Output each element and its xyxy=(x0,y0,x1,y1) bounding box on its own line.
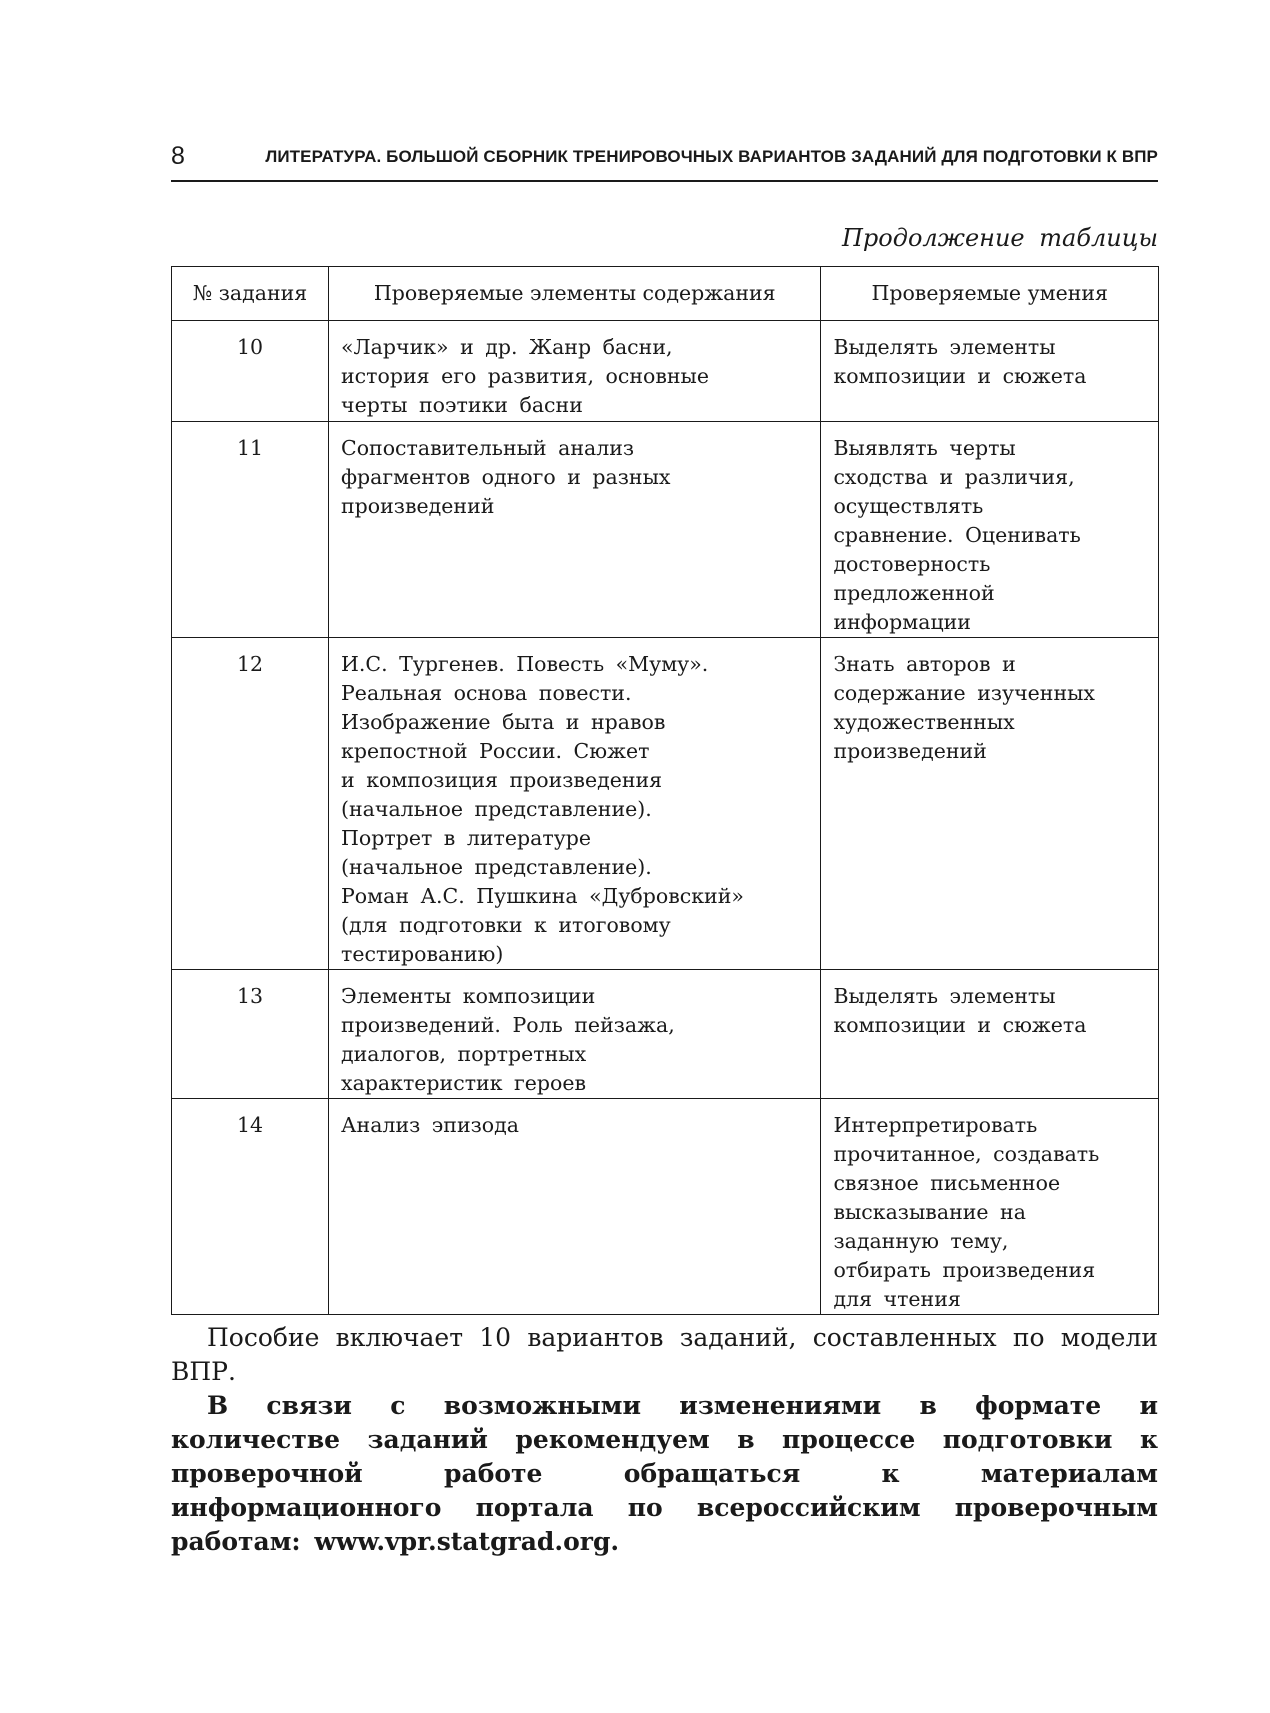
cell-text-line: и композиция произведения xyxy=(341,768,663,792)
cell-text-line: осуществлять xyxy=(833,494,984,518)
cell-text-line: композиции и сюжета xyxy=(833,1013,1087,1037)
column-header-number: № задания xyxy=(172,267,329,321)
table-row xyxy=(172,970,1159,1099)
cell-text-line: диалогов, портретных xyxy=(341,1042,587,1066)
cell-text-line: сходства и различия, xyxy=(833,465,1075,489)
table-row xyxy=(172,422,1159,638)
table-header-row xyxy=(172,267,1159,321)
cell-text-line: художественных xyxy=(833,710,1015,734)
skills-cell xyxy=(821,422,1159,638)
cell-text-line: произведений xyxy=(833,739,987,763)
task-number-cell: 14 xyxy=(172,1099,329,1315)
page-number: 8 xyxy=(171,142,185,170)
running-title: ЛИТЕРАТУРА. БОЛЬШОЙ СБОРНИК ТРЕНИРОВОЧНЫХ ВАРИАНТОВ ЗАДАНИЙ ДЛЯ ПОДГОТОВКИ К ВПР xyxy=(265,147,1158,166)
skills-table xyxy=(171,266,1159,1315)
cell-text-line: Реальная основа повести. xyxy=(341,681,632,705)
cell-text-line: фрагментов одного и разных xyxy=(341,465,671,489)
cell-text-line: достоверность xyxy=(833,552,991,576)
cell-text-line: сравнение. Оценивать xyxy=(833,523,1081,547)
cell-text-line: произведений xyxy=(341,494,495,518)
task-number-cell: 13 xyxy=(172,970,329,1099)
content-cell xyxy=(329,970,821,1099)
cell-text-line: отбирать произведения xyxy=(833,1258,1096,1282)
cell-text-line: тестированию) xyxy=(341,942,504,966)
paragraph-intro: Пособие включает 10 вариантов заданий, составленных по модели ВПР. xyxy=(171,1323,1158,1386)
paragraph-notice: В связи с возможными изменениями в формате и количестве заданий рекомендуем в процессе подготовки к проверочной работе обращаться к материалам информационного портала по всероссийским проверочным работам: www.vpr.statgrad.org. xyxy=(171,1391,1158,1556)
cell-text-line: произведений. Роль пейзажа, xyxy=(341,1013,675,1037)
cell-text-line: Знать авторов и xyxy=(833,652,1016,676)
cell-text-line: Сопоставительный анализ xyxy=(341,436,635,460)
cell-text-line: композиции и сюжета xyxy=(833,364,1087,388)
page-header xyxy=(171,140,1158,182)
cell-text-line: заданную тему, xyxy=(833,1229,1009,1253)
table-row xyxy=(172,321,1159,422)
cell-text-line: прочитанное, создавать xyxy=(833,1142,1100,1166)
cell-text-line: крепостной России. Сюжет xyxy=(341,739,650,763)
task-number-cell: 10 xyxy=(172,321,329,422)
cell-text-line: Изображение быта и нравов xyxy=(341,710,666,734)
cell-text-line: Выделять элементы xyxy=(833,335,1056,359)
cell-text-line: Портрет в литературе xyxy=(341,826,592,850)
table-body xyxy=(172,321,1159,1315)
skills-cell xyxy=(821,970,1159,1099)
content-cell xyxy=(329,638,821,970)
column-header-skills: Проверяемые умения xyxy=(821,267,1159,321)
column-header-content: Проверяемые элементы содержания xyxy=(329,267,821,321)
skills-cell xyxy=(821,638,1159,970)
cell-text-line: содержание изученных xyxy=(833,681,1095,705)
cell-text-line: связное письменное xyxy=(833,1171,1061,1195)
content-cell xyxy=(329,1099,821,1315)
cell-text-line: история его развития, основные xyxy=(341,364,709,388)
cell-text-line: Анализ эпизода xyxy=(341,1113,519,1137)
cell-text-line: информации xyxy=(833,610,971,634)
cell-text-line: Элементы композиции xyxy=(341,984,596,1008)
table-row xyxy=(172,1099,1159,1315)
cell-text-line: для чтения xyxy=(833,1287,961,1311)
table-caption: Продолжение таблицы xyxy=(841,224,1158,252)
skills-cell xyxy=(821,321,1159,422)
content-cell xyxy=(329,321,821,422)
cell-text-line: Роман А.С. Пушкина «Дубровский» xyxy=(341,884,744,908)
cell-text-line: (начальное представление). xyxy=(341,797,652,821)
cell-text-line: предложенной xyxy=(833,581,995,605)
cell-text-line: характеристик героев xyxy=(341,1071,587,1095)
content-cell xyxy=(329,422,821,638)
cell-text-line: «Ларчик» и др. Жанр басни, xyxy=(341,335,673,359)
cell-text-line: Выявлять черты xyxy=(833,436,1016,460)
table-row xyxy=(172,638,1159,970)
skills-cell xyxy=(821,1099,1159,1315)
cell-text-line: (начальное представление). xyxy=(341,855,652,879)
cell-text-line: черты поэтики басни xyxy=(341,393,583,417)
task-number-cell: 12 xyxy=(172,638,329,970)
cell-text-line: Интерпретировать xyxy=(833,1113,1038,1137)
task-number-cell: 11 xyxy=(172,422,329,638)
cell-text-line: (для подготовки к итоговому xyxy=(341,913,671,937)
cell-text-line: И.С. Тургенев. Повесть «Муму». xyxy=(341,652,709,676)
cell-text-line: высказывание на xyxy=(833,1200,1026,1224)
cell-text-line: Выделять элементы xyxy=(833,984,1056,1008)
